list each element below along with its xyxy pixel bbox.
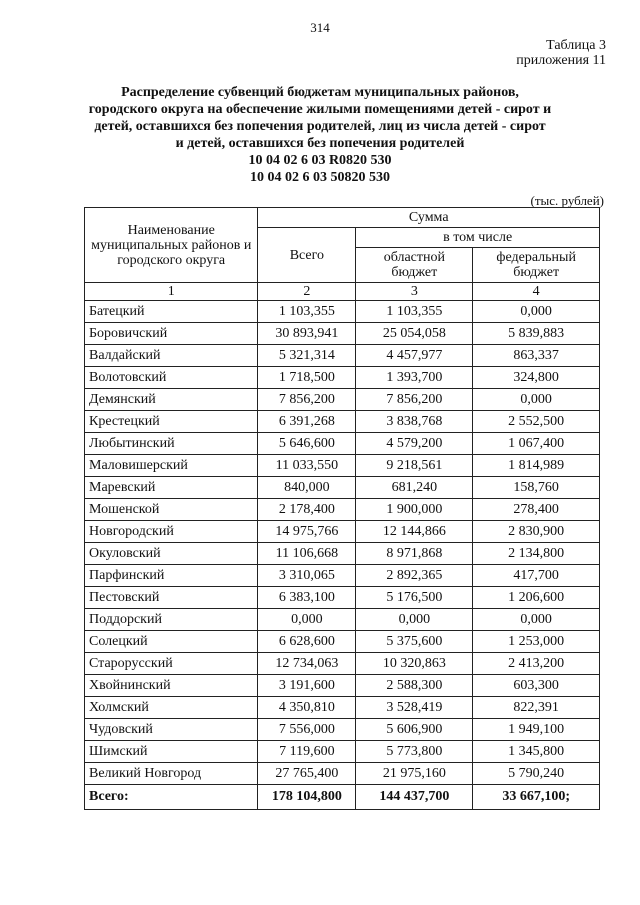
table-row bbox=[85, 653, 600, 675]
regional-value: 12 144,866 bbox=[356, 521, 473, 543]
district-name: Поддорский bbox=[85, 609, 258, 631]
federal-value: 1 814,989 bbox=[473, 455, 600, 477]
table-row bbox=[85, 499, 600, 521]
district-name: Демянский bbox=[85, 389, 258, 411]
federal-value: 158,760 bbox=[473, 477, 600, 499]
district-name: Окуловский bbox=[85, 543, 258, 565]
table-row bbox=[85, 741, 600, 763]
district-name: Чудовский bbox=[85, 719, 258, 741]
district-name: Маревский bbox=[85, 477, 258, 499]
table-row bbox=[85, 697, 600, 719]
table-header bbox=[85, 208, 600, 301]
table-row bbox=[85, 719, 600, 741]
regional-value: 4 457,977 bbox=[356, 345, 473, 367]
title-line: Распределение субвенций бюджетам муниципальных районов, bbox=[121, 85, 519, 100]
district-name: Солецкий bbox=[85, 631, 258, 653]
federal-value: 1 067,400 bbox=[473, 433, 600, 455]
totals-total: 178 104,800 bbox=[258, 785, 356, 810]
district-name: Мошенской bbox=[85, 499, 258, 521]
header-regional: областной бюджет bbox=[356, 248, 473, 283]
district-name: Шимский bbox=[85, 741, 258, 763]
total-value: 840,000 bbox=[258, 477, 356, 499]
total-value: 30 893,941 bbox=[258, 323, 356, 345]
district-name: Валдайский bbox=[85, 345, 258, 367]
district-name: Пестовский bbox=[85, 587, 258, 609]
table-row bbox=[85, 565, 600, 587]
total-value: 7 119,600 bbox=[258, 741, 356, 763]
regional-value: 4 579,200 bbox=[356, 433, 473, 455]
table-row bbox=[85, 433, 600, 455]
budget-code-line: 10 04 02 6 03 50820 530 bbox=[250, 170, 390, 185]
district-name: Хвойнинский bbox=[85, 675, 258, 697]
table-row bbox=[85, 411, 600, 433]
federal-value: 603,300 bbox=[473, 675, 600, 697]
total-value: 12 734,063 bbox=[258, 653, 356, 675]
table-reference-line: приложения 11 bbox=[516, 53, 606, 68]
regional-value: 0,000 bbox=[356, 609, 473, 631]
regional-value: 2 892,365 bbox=[356, 565, 473, 587]
total-value: 5 646,600 bbox=[258, 433, 356, 455]
federal-value: 2 413,200 bbox=[473, 653, 600, 675]
regional-value: 1 900,000 bbox=[356, 499, 473, 521]
header-including: в том числе bbox=[356, 228, 600, 248]
regional-value: 5 375,600 bbox=[356, 631, 473, 653]
regional-value: 21 975,160 bbox=[356, 763, 473, 785]
budget-code-line: 10 04 02 6 03 R0820 530 bbox=[248, 153, 392, 168]
total-value: 3 191,600 bbox=[258, 675, 356, 697]
federal-value: 5 839,883 bbox=[473, 323, 600, 345]
federal-value: 863,337 bbox=[473, 345, 600, 367]
table-row bbox=[85, 455, 600, 477]
document-title bbox=[60, 84, 580, 186]
total-value: 0,000 bbox=[258, 609, 356, 631]
header-name: Наименование муниципальных районов и городского округа bbox=[85, 208, 258, 283]
totals-row bbox=[85, 785, 600, 810]
regional-value: 5 176,500 bbox=[356, 587, 473, 609]
title-line: городского округа на обеспечение жилыми помещениями детей - сирот и bbox=[88, 102, 552, 117]
table-row bbox=[85, 543, 600, 565]
total-value: 27 765,400 bbox=[258, 763, 356, 785]
total-value: 7 856,200 bbox=[258, 389, 356, 411]
regional-value: 9 218,561 bbox=[356, 455, 473, 477]
table-reference-line: Таблица 3 bbox=[546, 38, 606, 53]
total-value: 5 321,314 bbox=[258, 345, 356, 367]
table-row bbox=[85, 609, 600, 631]
page-number: 314 bbox=[310, 20, 330, 35]
total-value: 6 628,600 bbox=[258, 631, 356, 653]
district-name: Старорусский bbox=[85, 653, 258, 675]
table-row bbox=[85, 521, 600, 543]
federal-value: 2 552,500 bbox=[473, 411, 600, 433]
federal-value: 417,700 bbox=[473, 565, 600, 587]
table-row bbox=[85, 477, 600, 499]
district-name: Крестецкий bbox=[85, 411, 258, 433]
regional-value: 3 838,768 bbox=[356, 411, 473, 433]
header-total: Всего bbox=[258, 228, 356, 283]
total-value: 3 310,065 bbox=[258, 565, 356, 587]
total-value: 7 556,000 bbox=[258, 719, 356, 741]
table-row bbox=[85, 301, 600, 323]
regional-value: 3 528,419 bbox=[356, 697, 473, 719]
district-name: Батецкий bbox=[85, 301, 258, 323]
table-row bbox=[85, 323, 600, 345]
title-line: детей, оставшихся без попечения родителей, лиц из числа детей - сирот bbox=[94, 119, 546, 134]
title-line: и детей, оставшихся без попечения родителей bbox=[175, 136, 465, 151]
regional-value: 8 971,868 bbox=[356, 543, 473, 565]
table-body bbox=[85, 301, 600, 785]
total-value: 2 178,400 bbox=[258, 499, 356, 521]
totals-federal: 33 667,100; bbox=[473, 785, 600, 810]
district-name: Парфинский bbox=[85, 565, 258, 587]
regional-value: 5 773,800 bbox=[356, 741, 473, 763]
district-name: Маловишерский bbox=[85, 455, 258, 477]
district-name: Любытинский bbox=[85, 433, 258, 455]
table-reference bbox=[516, 38, 606, 68]
column-number: 3 bbox=[356, 283, 473, 301]
district-name: Холмский bbox=[85, 697, 258, 719]
total-value: 6 391,268 bbox=[258, 411, 356, 433]
federal-value: 1 949,100 bbox=[473, 719, 600, 741]
district-name: Великий Новгород bbox=[85, 763, 258, 785]
total-value: 6 383,100 bbox=[258, 587, 356, 609]
total-value: 1 103,355 bbox=[258, 301, 356, 323]
totals-label: Всего: bbox=[85, 785, 258, 810]
column-number: 4 bbox=[473, 283, 600, 301]
regional-value: 7 856,200 bbox=[356, 389, 473, 411]
totals-regional: 144 437,700 bbox=[356, 785, 473, 810]
regional-value: 5 606,900 bbox=[356, 719, 473, 741]
federal-value: 1 206,600 bbox=[473, 587, 600, 609]
federal-value: 0,000 bbox=[473, 389, 600, 411]
federal-value: 1 253,000 bbox=[473, 631, 600, 653]
table-row bbox=[85, 763, 600, 785]
federal-value: 324,800 bbox=[473, 367, 600, 389]
column-number: 1 bbox=[85, 283, 258, 301]
column-number: 2 bbox=[258, 283, 356, 301]
regional-value: 2 588,300 bbox=[356, 675, 473, 697]
units-note: (тыс. рублей) bbox=[530, 193, 604, 208]
district-name: Боровичский bbox=[85, 323, 258, 345]
table-row bbox=[85, 389, 600, 411]
header-federal: федеральный бюджет bbox=[473, 248, 600, 283]
table-row bbox=[85, 587, 600, 609]
federal-value: 0,000 bbox=[473, 301, 600, 323]
district-name: Новгородский bbox=[85, 521, 258, 543]
regional-value: 10 320,863 bbox=[356, 653, 473, 675]
federal-value: 278,400 bbox=[473, 499, 600, 521]
table-row bbox=[85, 675, 600, 697]
subvention-table bbox=[84, 207, 600, 810]
table-row bbox=[85, 345, 600, 367]
table-row bbox=[85, 631, 600, 653]
federal-value: 2 134,800 bbox=[473, 543, 600, 565]
total-value: 11 033,550 bbox=[258, 455, 356, 477]
total-value: 4 350,810 bbox=[258, 697, 356, 719]
regional-value: 25 054,058 bbox=[356, 323, 473, 345]
district-name: Волотовский bbox=[85, 367, 258, 389]
federal-value: 2 830,900 bbox=[473, 521, 600, 543]
header-sum: Сумма bbox=[258, 208, 600, 228]
federal-value: 5 790,240 bbox=[473, 763, 600, 785]
regional-value: 1 103,355 bbox=[356, 301, 473, 323]
total-value: 14 975,766 bbox=[258, 521, 356, 543]
regional-value: 681,240 bbox=[356, 477, 473, 499]
table-row bbox=[85, 367, 600, 389]
total-value: 11 106,668 bbox=[258, 543, 356, 565]
federal-value: 822,391 bbox=[473, 697, 600, 719]
federal-value: 0,000 bbox=[473, 609, 600, 631]
regional-value: 1 393,700 bbox=[356, 367, 473, 389]
federal-value: 1 345,800 bbox=[473, 741, 600, 763]
total-value: 1 718,500 bbox=[258, 367, 356, 389]
